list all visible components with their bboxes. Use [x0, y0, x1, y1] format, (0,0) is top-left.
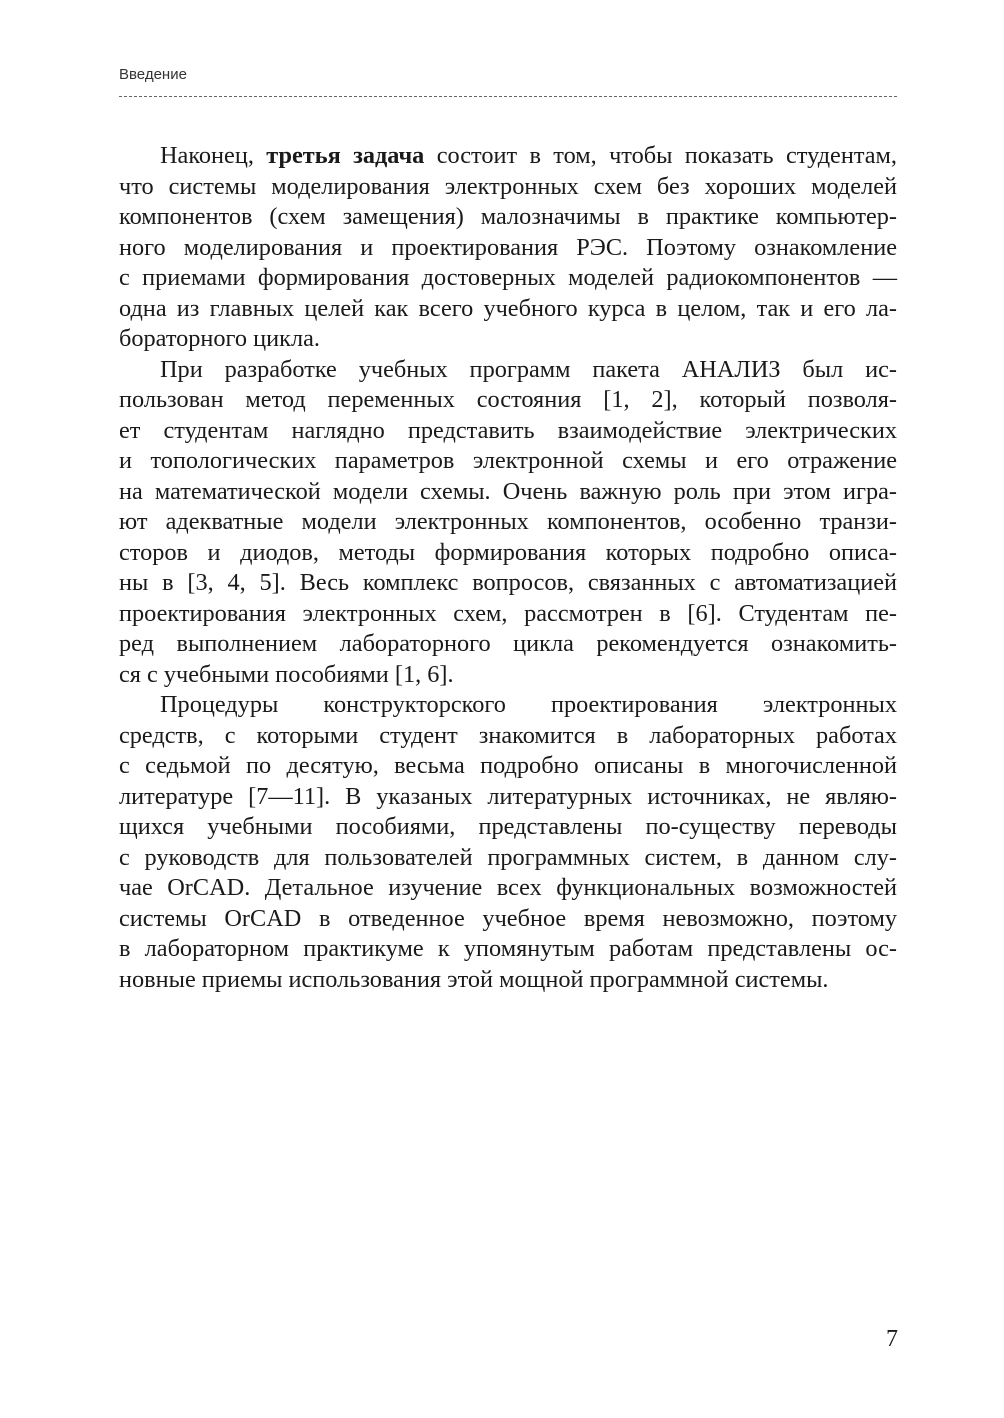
text-line: с приемами формирования достоверных моделей радиокомпонентов —	[119, 264, 897, 291]
text-line: системы OrCAD в отведенное учебное время невозможно, поэтому	[119, 904, 897, 932]
text-line: сторов и диодов, методы формирования которых подробно описа-	[119, 538, 897, 566]
paragraph	[119, 690, 897, 995]
text-run: Наконец,	[160, 142, 267, 169]
text-line	[119, 141, 897, 172]
text-line: При разработке учебных программ пакета АНАЛИЗ был ис-	[160, 355, 897, 383]
text-line: ного моделирования и проектирования РЭС. Поэтому ознакомление	[119, 233, 897, 261]
text-line: ет студентам наглядно представить взаимодействие электрических	[119, 416, 897, 444]
text-line: одна из главных целей как всего учебного курса в целом, так и его ла-	[119, 294, 897, 322]
text-line: Процедуры конструкторского проектирования электронных	[160, 691, 897, 718]
text-line: новные приемы использования этой мощной программной системы.	[119, 965, 829, 993]
page-number: 7	[886, 1326, 898, 1352]
body-text	[119, 141, 897, 995]
text-line: на математической модели схемы. Очень важную роль при этом игра-	[119, 477, 897, 505]
text-line: ред выполнением лабораторного цикла рекомендуется ознакомить-	[119, 630, 897, 657]
text-line: чае OrCAD. Детальное изучение всех функциональных возможностей	[119, 874, 897, 901]
text-line: ся с учебными пособиями [1, 6].	[119, 660, 454, 688]
header-divider	[119, 96, 897, 97]
text-line: в лабораторном практикуме к упомянутым работам представлены ос-	[119, 935, 897, 962]
text-line: бораторного цикла.	[119, 325, 320, 352]
text-line: щихся учебными пособиями, представлены по-существу переводы	[119, 813, 897, 840]
text-line: средств, с которыми студент знакомится в лабораторных работах	[119, 721, 897, 749]
running-header: Введение	[119, 66, 187, 83]
text-line: литературе [7—11]. В указаных литературных источниках, не являю-	[119, 782, 897, 810]
paragraph	[119, 355, 897, 691]
text-line: с седьмой по десятую, весьма подробно описаны в многочисленной	[119, 752, 897, 779]
paragraph	[119, 141, 897, 355]
text-run: состоит в том, чтобы показать студентам,	[424, 142, 897, 169]
text-line: что системы моделирования электронных схем без хороших моделей	[119, 172, 897, 200]
text-line: ны в [3, 4, 5]. Весь комплекс вопросов, связанных с автоматизацией	[119, 569, 897, 596]
text-line: пользован метод переменных состояния [1, 2], который позволя-	[119, 386, 897, 413]
text-line: ют адекватные модели электронных компонентов, особенно транзи-	[119, 508, 897, 535]
text-line: с руководств для пользователей программных систем, в данном слу-	[119, 843, 897, 871]
text-line: компонентов (схем замещения) малозначимы в практике компьютер-	[119, 203, 897, 230]
text-line: и топологических параметров электронной схемы и его отражение	[119, 447, 897, 474]
text-line: проектирования электронных схем, рассмотрен в [6]. Студентам пе-	[119, 599, 897, 627]
bold-term: третья задача	[266, 142, 425, 169]
